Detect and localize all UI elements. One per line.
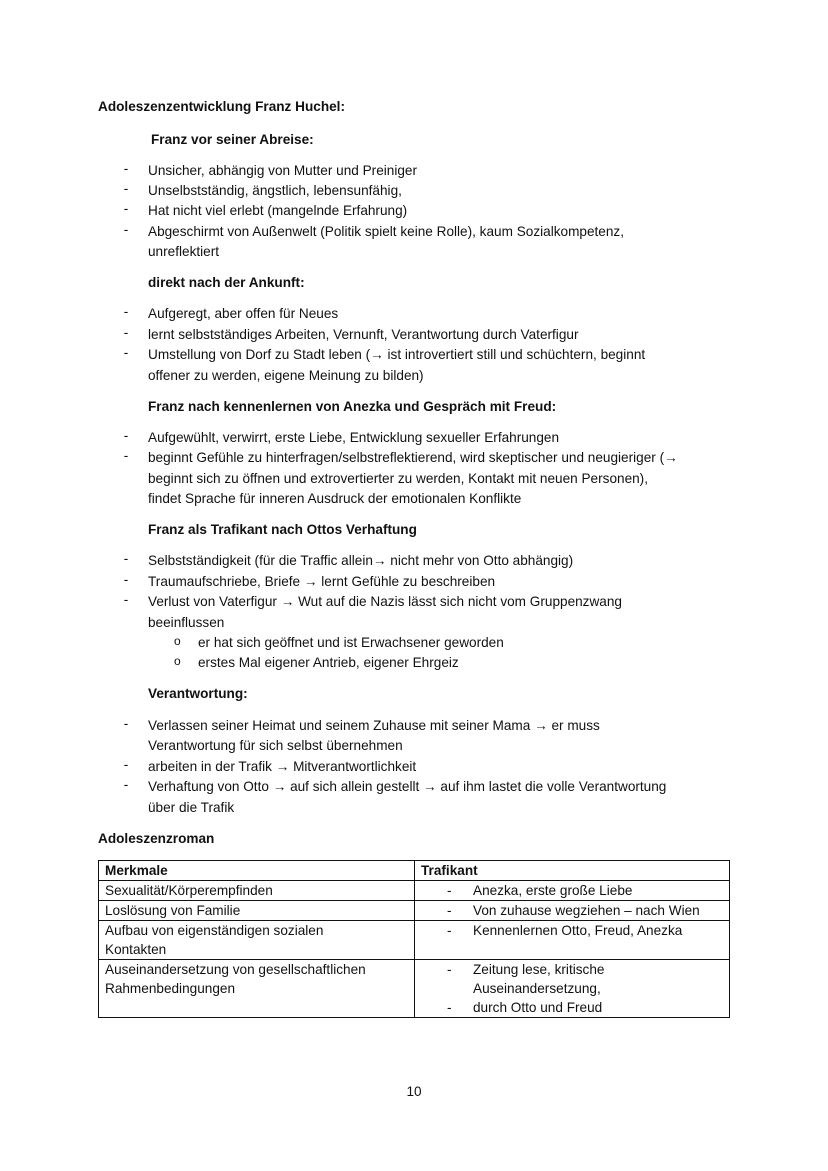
bullet-dash: - — [447, 1000, 452, 1015]
list-item: Abgeschirmt von Außenwelt (Politik spielt keine Rolle), kaum Sozialkompetenz, — [148, 224, 624, 239]
document-title: Adoleszenzentwicklung Franz Huchel: — [98, 99, 345, 114]
section-heading-roman: Adoleszenzroman — [98, 831, 215, 846]
table-row — [99, 881, 730, 901]
bullet-dash: - — [123, 428, 129, 443]
cell-item: durch Otto und Freud — [473, 1000, 603, 1015]
list-item-continuation: Verantwortung für sich selbst übernehmen — [148, 738, 403, 753]
cell-line: Auseinandersetzung von gesellschaftlichen — [105, 962, 366, 977]
list-item: lernt selbstständiges Arbeiten, Vernunft, Verantwortung durch Vaterfigur — [148, 327, 579, 342]
list-item-continuation: beginnt sich zu öffnen und extrovertierter zu werden, Kontakt mit neuen Personen), — [148, 471, 648, 486]
cell-line: Rahmenbedingungen — [105, 981, 236, 996]
section-heading: Franz als Trafikant nach Ottos Verhaftung — [148, 522, 417, 537]
list-item: Aufgewühlt, verwirrt, erste Liebe, Entwicklung sexueller Erfahrungen — [148, 430, 560, 445]
table-cell — [415, 901, 730, 921]
list-item: Traumaufschriebe, Briefe → lernt Gefühle zu beschreiben — [148, 574, 496, 589]
bullet-dash: - — [123, 448, 129, 463]
bullet-dash: - — [123, 325, 129, 340]
cell-item: Zeitung lese, kritische — [473, 962, 605, 977]
table-row — [99, 960, 730, 1018]
bullet-dash: - — [123, 181, 129, 196]
bullet-dash: - — [447, 962, 452, 977]
table-cell: Loslösung von Familie — [99, 901, 415, 921]
table-cell: Sexualität/Körperempfinden — [99, 881, 415, 901]
list-item: Verlassen seiner Heimat und seinem Zuhause mit seiner Mama → er muss — [148, 718, 600, 733]
list-item: Selbstständigkeit (für die Traffic allein→ nicht mehr von Otto abhängig) — [148, 553, 574, 568]
section-heading: direkt nach der Ankunft: — [148, 275, 305, 290]
bullet-dash: - — [123, 777, 129, 792]
list-item-continuation: offener zu werden, eigene Meinung zu bilden) — [148, 368, 424, 383]
list-item: Umstellung von Dorf zu Stadt leben (→ ist introvertiert still und schüchtern, beginnt — [148, 347, 646, 362]
cell-item: Anezka, erste große Liebe — [473, 883, 633, 898]
section-heading: Franz nach kennenlernen von Anezka und Gespräch mit Freud: — [148, 399, 557, 414]
sub-bullet-circle: o — [174, 634, 181, 648]
sub-list-item: erstes Mal eigener Antrieb, eigener Ehrgeiz — [198, 655, 459, 670]
list-item: Verhaftung von Otto → auf sich allein gestellt → auf ihm lastet die volle Verantwortung — [148, 779, 667, 794]
bullet-dash: - — [123, 716, 129, 731]
bullet-dash: - — [123, 222, 129, 237]
cell-line: Kontakten — [105, 942, 167, 957]
bullet-dash: - — [123, 572, 129, 587]
bullet-dash: - — [123, 592, 129, 607]
cell-item: Von zuhause wegziehen – nach Wien — [473, 903, 700, 918]
list-item-continuation: beeinflussen — [148, 615, 225, 630]
sub-bullet-circle: o — [174, 654, 181, 668]
list-item: Aufgeregt, aber offen für Neues — [148, 306, 339, 321]
list-item-continuation: findet Sprache für inneren Ausdruck der emotionalen Konflikte — [148, 491, 522, 506]
bullet-dash: - — [123, 201, 129, 216]
bullet-dash: - — [447, 903, 452, 918]
cell-item: Kennenlernen Otto, Freud, Anezka — [473, 923, 683, 938]
list-item: Unselbstständig, ängstlich, lebensunfähig, — [148, 183, 402, 198]
list-item: Verlust von Vaterfigur → Wut auf die Nazis lässt sich nicht vom Gruppenzwang — [148, 594, 622, 609]
list-item-continuation: über die Trafik — [148, 800, 235, 815]
table-cell — [415, 960, 730, 1018]
table-header-row — [99, 861, 730, 881]
bullet-dash: - — [123, 161, 129, 176]
bullet-dash: - — [123, 551, 129, 566]
bullet-dash: - — [123, 345, 129, 360]
section-heading: Verantwortung: — [148, 686, 248, 701]
bullet-dash: - — [447, 883, 452, 898]
list-item: Hat nicht viel erlebt (mangelnde Erfahrung) — [148, 203, 408, 218]
bullet-dash: - — [447, 923, 452, 938]
list-item: arbeiten in der Trafik → Mitverantwortlichkeit — [148, 759, 417, 774]
section-heading: Franz vor seiner Abreise: — [151, 132, 314, 147]
page-number: 10 — [406, 1084, 422, 1099]
table-cell — [415, 881, 730, 901]
table-row — [99, 901, 730, 921]
list-item-continuation: unreflektiert — [148, 244, 220, 259]
table-header-cell: Merkmale — [99, 861, 415, 881]
table-cell — [415, 921, 730, 960]
list-item: beginnt Gefühle zu hinterfragen/selbstreflektierend, wird skeptischer und neugieriger (→ — [148, 450, 678, 465]
table-header-cell: Trafikant — [415, 861, 730, 881]
cell-item: Auseinandersetzung, — [473, 981, 601, 996]
table-cell — [99, 921, 415, 960]
cell-line: Aufbau von eigenständigen sozialen — [105, 923, 324, 938]
comparison-table — [98, 860, 730, 1018]
list-item: Unsicher, abhängig von Mutter und Preiniger — [148, 163, 418, 178]
sub-list-item: er hat sich geöffnet und ist Erwachsener geworden — [198, 635, 504, 650]
table-row — [99, 921, 730, 960]
bullet-dash: - — [123, 304, 129, 319]
table-cell — [99, 960, 415, 1018]
bullet-dash: - — [123, 757, 129, 772]
